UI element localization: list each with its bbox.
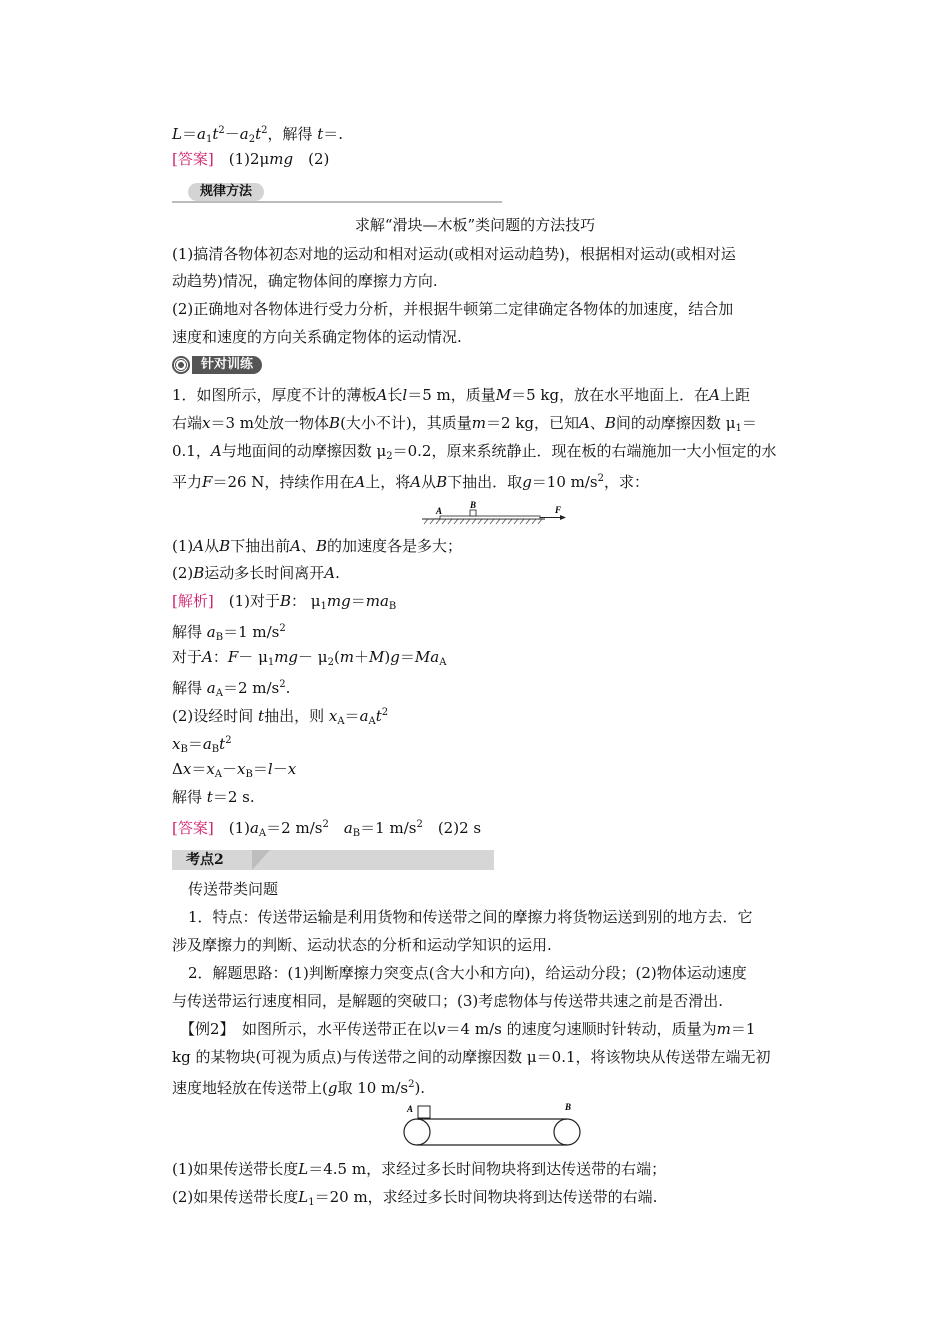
q1-line4 bbox=[172, 470, 649, 491]
subscript: 1 bbox=[205, 134, 213, 145]
text: Ma bbox=[414, 648, 440, 666]
text: x bbox=[206, 760, 215, 778]
text: ＝ bbox=[399, 648, 415, 666]
subscript: B bbox=[180, 744, 188, 755]
subscript: B bbox=[388, 601, 397, 612]
text: 间的动摩擦因数 μ bbox=[615, 414, 736, 432]
text: 从 bbox=[421, 473, 437, 491]
solution-line2 bbox=[172, 620, 286, 647]
text: L bbox=[298, 1160, 309, 1178]
text: a bbox=[206, 679, 216, 697]
text: m bbox=[471, 414, 487, 432]
superscript: 2 bbox=[218, 125, 225, 136]
text: . bbox=[335, 564, 340, 582]
answer-tag: [答案] bbox=[172, 150, 214, 168]
solution-line7 bbox=[172, 760, 296, 784]
text: x bbox=[182, 760, 192, 778]
subscript: A bbox=[368, 716, 376, 727]
text: ＝20 m，求经过多长时间物块将到达传送带的右端. bbox=[314, 1188, 658, 1206]
text: ＝2 s. bbox=[212, 788, 255, 806]
var-t: t bbox=[212, 125, 219, 143]
var-a: a bbox=[196, 125, 206, 143]
subscript: A bbox=[215, 688, 223, 699]
superscript: 2 bbox=[322, 819, 329, 830]
text: B bbox=[604, 414, 616, 432]
text: ： μ bbox=[291, 592, 321, 610]
text: A bbox=[202, 648, 213, 666]
topic2-title: 传送带类问题 bbox=[188, 880, 279, 898]
text: 、 bbox=[589, 414, 605, 432]
text: 上距 bbox=[719, 386, 750, 404]
text: － μ bbox=[238, 648, 268, 666]
text: g bbox=[390, 648, 400, 666]
text: ＝ bbox=[344, 707, 360, 725]
solution-line6 bbox=[172, 732, 232, 759]
text: (1) bbox=[172, 537, 194, 555]
superscript: 2 bbox=[279, 679, 286, 690]
text: M bbox=[369, 648, 385, 666]
t2-p2-line1: 2．解题思路：(1)判断摩擦力突变点(含大小和方向)，给运动分段；(2)物体运动速度 bbox=[188, 964, 747, 982]
text: l bbox=[267, 760, 273, 778]
text: B bbox=[329, 414, 341, 432]
solution-line5 bbox=[172, 704, 388, 731]
label-a: A bbox=[436, 506, 443, 516]
text: m bbox=[339, 648, 355, 666]
equation-line bbox=[172, 122, 343, 149]
subscript: B bbox=[352, 828, 361, 839]
text: A bbox=[354, 473, 366, 491]
text: B bbox=[279, 592, 291, 610]
method-p2-line2: 速度和速度的方向关系确定物体的运动情况. bbox=[172, 328, 462, 346]
text: m bbox=[716, 1020, 731, 1038]
text: a bbox=[343, 819, 353, 837]
text: . bbox=[285, 679, 291, 697]
label-a: A bbox=[407, 1104, 414, 1114]
text: － bbox=[224, 125, 240, 143]
text: mg bbox=[326, 592, 351, 610]
practice-banner bbox=[172, 356, 272, 378]
text: x bbox=[287, 760, 297, 778]
var-a: a bbox=[239, 125, 249, 143]
text: 右端 bbox=[172, 414, 203, 432]
text: g bbox=[327, 1079, 338, 1097]
arrowhead-icon bbox=[560, 515, 566, 520]
target-icon bbox=[172, 356, 190, 374]
text: ＝10 m/s bbox=[531, 473, 598, 491]
text: 速度地轻放在传送带上( bbox=[172, 1079, 328, 1097]
text: t bbox=[206, 788, 213, 806]
text: 【例2】 如图所示，水平传送带正在以 bbox=[180, 1020, 438, 1038]
text: x bbox=[202, 414, 211, 432]
text: (1)2 bbox=[213, 150, 260, 168]
text: μ bbox=[259, 150, 270, 168]
subscript: A bbox=[214, 769, 223, 780]
text: ＝0.2，原来系统静止．现在板的右端施加一大小恒定的水 bbox=[392, 442, 777, 460]
text: ＝ bbox=[741, 414, 757, 432]
text: ＝ bbox=[191, 760, 207, 778]
subscript: 2 bbox=[386, 451, 393, 462]
text: 取 10 m/s bbox=[337, 1079, 409, 1097]
q1-line2 bbox=[172, 414, 757, 438]
text: A bbox=[210, 442, 222, 460]
text: a bbox=[249, 819, 259, 837]
text: 平力 bbox=[172, 473, 203, 491]
text: ＝ bbox=[350, 592, 366, 610]
text: ＝. bbox=[323, 125, 344, 143]
label-b: B bbox=[470, 500, 477, 510]
text: ＝2 m/s bbox=[222, 679, 280, 697]
subscript: A bbox=[439, 657, 447, 668]
text bbox=[329, 819, 344, 837]
subscript: B bbox=[245, 769, 253, 780]
text: M bbox=[495, 386, 512, 404]
q1-sub2 bbox=[172, 564, 340, 582]
var-t: t bbox=[317, 125, 324, 143]
text: A bbox=[376, 386, 388, 404]
text: ＝ bbox=[252, 760, 268, 778]
text: A bbox=[410, 473, 422, 491]
board-a bbox=[440, 516, 540, 519]
superscript: 2 bbox=[261, 125, 268, 136]
solution-line8 bbox=[172, 788, 255, 806]
text: Δ bbox=[172, 760, 183, 778]
subscript: 2 bbox=[327, 657, 334, 668]
text: t bbox=[258, 707, 265, 725]
text: － bbox=[222, 760, 238, 778]
text: (1)如果传送带长度 bbox=[172, 1160, 299, 1178]
t2-p1-line2: 涉及摩擦力的判断、运动状态的分析和运动学知识的运用. bbox=[172, 936, 552, 954]
subscript: 1 bbox=[308, 1197, 315, 1208]
text: g bbox=[522, 473, 532, 491]
text: ＝2 kg，已知 bbox=[486, 414, 580, 432]
text: 、 bbox=[301, 537, 317, 555]
subscript: A bbox=[258, 828, 267, 839]
method-title: 求解“滑块—木板”类问题的方法技巧 bbox=[354, 216, 596, 234]
text: (1) bbox=[213, 819, 250, 837]
text: F bbox=[227, 648, 239, 666]
superscript: 2 bbox=[225, 735, 232, 746]
subscript: B bbox=[215, 632, 224, 643]
label-f: F bbox=[555, 505, 562, 515]
text: mg bbox=[274, 648, 299, 666]
text: 0.1， bbox=[172, 442, 211, 460]
var-L: L bbox=[172, 125, 182, 143]
method-p1-line1: (1)搞清各物体初态对地的运动和相对运动(或相对运动趋势)，根据相对运动(或相对运 bbox=[172, 245, 736, 263]
ex2-sub2 bbox=[172, 1188, 657, 1212]
topic-banner bbox=[172, 850, 494, 870]
text: x bbox=[172, 735, 181, 753]
text: t bbox=[375, 707, 382, 725]
solution-line4 bbox=[172, 676, 290, 703]
method-p2-line1: (2)正确地对各物体进行受力分析，并根据牛顿第二定律确定各物体的加速度，结合加 bbox=[172, 300, 734, 318]
text: a bbox=[359, 707, 369, 725]
text: 对于 bbox=[172, 648, 203, 666]
text: (2) bbox=[172, 564, 194, 582]
text: ，求： bbox=[604, 473, 650, 491]
text: B bbox=[316, 537, 328, 555]
var-t: t bbox=[255, 125, 262, 143]
text: ＝4 m/s 的速度匀速顺时针转动，质量为 bbox=[445, 1020, 717, 1038]
text: ： bbox=[212, 648, 228, 666]
solution-line1 bbox=[172, 592, 396, 616]
right-pulley bbox=[554, 1119, 580, 1145]
text: (大小不计)，其质量 bbox=[340, 414, 472, 432]
text: 抽出，则 bbox=[264, 707, 329, 725]
text: 的加速度各是多大； bbox=[327, 537, 463, 555]
text: x bbox=[328, 707, 338, 725]
banner-rule bbox=[172, 201, 502, 203]
text: ) bbox=[384, 648, 391, 666]
superscript: 2 bbox=[597, 473, 605, 484]
text: ，解得 bbox=[267, 125, 318, 143]
text: (2)如果传送带长度 bbox=[172, 1188, 299, 1206]
practice-banner-label: 针对训练 bbox=[192, 356, 262, 374]
ex2-line2: kg 的某物块(可视为质点)与传送带之间的动摩擦因数 μ＝0.1，将该物块从传送带左端无初 bbox=[172, 1048, 771, 1066]
superscript: 2 bbox=[408, 1079, 415, 1090]
text: ＝1 m/s bbox=[360, 819, 417, 837]
answer-line-2 bbox=[172, 816, 481, 843]
answer-line-1 bbox=[172, 150, 329, 168]
text: ma bbox=[365, 592, 389, 610]
method-p1-line2: 动趋势)情况，确定物体间的摩擦力方向. bbox=[172, 272, 438, 290]
text: ＝1 m/s bbox=[223, 623, 280, 641]
topic-banner-label: 考点2 bbox=[186, 852, 224, 868]
text: 上，将 bbox=[365, 473, 411, 491]
text: (2)设经时间 bbox=[172, 707, 259, 725]
text: ( bbox=[333, 648, 340, 666]
text: ＝3 m处放一物体 bbox=[210, 414, 330, 432]
t2-p1-line1: 1．特点：传送带运输是利用货物和传送带之间的摩擦力将货物运送到别的地方去．它 bbox=[188, 908, 753, 926]
conveyor-figure bbox=[398, 1100, 588, 1150]
subscript: 2 bbox=[248, 134, 256, 145]
text: ＋ bbox=[354, 648, 370, 666]
text: ＝26 N，持续作用在 bbox=[212, 473, 355, 491]
text: 解得 bbox=[172, 679, 207, 697]
text: ＝ bbox=[181, 125, 197, 143]
text: A bbox=[579, 414, 590, 432]
solution-line3 bbox=[172, 648, 446, 672]
text: A bbox=[324, 564, 336, 582]
ex2-line3 bbox=[172, 1076, 425, 1097]
text: B bbox=[219, 537, 231, 555]
text: 运动多长时间离开 bbox=[204, 564, 325, 582]
text: ＝4.5 m，求经过多长时间物块将到达传送带的右端； bbox=[308, 1160, 667, 1178]
text: B bbox=[436, 473, 448, 491]
t2-p2-line2: 与传送带运行速度相同，是解题的突破口；(3)考虑物体与传送带共速之前是否滑出. bbox=[172, 992, 724, 1010]
solution-tag: [解析] bbox=[172, 592, 214, 610]
text: 下抽出前 bbox=[230, 537, 291, 555]
method-banner bbox=[172, 181, 502, 207]
text: － bbox=[272, 760, 288, 778]
superscript: 2 bbox=[381, 707, 389, 718]
block bbox=[418, 1106, 430, 1118]
subscript: 1 bbox=[267, 657, 275, 668]
banner-notch bbox=[252, 850, 270, 870]
ex2-sub1 bbox=[172, 1160, 666, 1178]
ex2-line1 bbox=[180, 1020, 755, 1038]
text: 下抽出．取 bbox=[447, 473, 523, 491]
text: B bbox=[193, 564, 205, 582]
text: 与地面间的动摩擦因数 μ bbox=[221, 442, 387, 460]
text: v bbox=[437, 1020, 446, 1038]
subscript: 1 bbox=[320, 601, 327, 612]
method-banner-label: 规律方法 bbox=[188, 183, 264, 201]
text: ＝ bbox=[187, 735, 203, 753]
text: mg bbox=[269, 150, 294, 168]
text: x bbox=[237, 760, 246, 778]
superscript: 2 bbox=[279, 623, 286, 634]
text: 从 bbox=[204, 537, 220, 555]
q1-sub1 bbox=[172, 537, 462, 555]
q1-line1 bbox=[172, 386, 750, 404]
label-b: B bbox=[565, 1102, 572, 1112]
text: (2)2 s bbox=[422, 819, 482, 837]
text: A bbox=[290, 537, 301, 555]
text: L bbox=[298, 1188, 309, 1206]
text: a bbox=[206, 623, 216, 641]
text: ). bbox=[414, 1079, 426, 1097]
text: a bbox=[202, 735, 212, 753]
text: 长 bbox=[387, 386, 403, 404]
text: ＝1 bbox=[730, 1020, 756, 1038]
text: (1)对于 bbox=[213, 592, 280, 610]
text: 1．如图所示，厚度不计的薄板 bbox=[172, 386, 377, 404]
text: l bbox=[402, 386, 408, 404]
text: A bbox=[709, 386, 720, 404]
board-figure bbox=[420, 500, 580, 526]
ground-hatch bbox=[424, 519, 542, 524]
left-pulley bbox=[404, 1119, 430, 1145]
text: ＝5 m，质量 bbox=[407, 386, 496, 404]
text: F bbox=[202, 473, 213, 491]
superscript: 2 bbox=[416, 819, 423, 830]
text: t bbox=[219, 735, 226, 753]
subscript: 1 bbox=[735, 423, 742, 434]
text: A bbox=[193, 537, 205, 555]
text: － μ bbox=[298, 648, 328, 666]
answer-tag: [答案] bbox=[172, 819, 214, 837]
q1-line3 bbox=[172, 442, 776, 466]
block-b bbox=[470, 510, 476, 516]
text: ＝2 m/s bbox=[266, 819, 323, 837]
text: (2) bbox=[293, 150, 330, 168]
subscript: A bbox=[337, 716, 345, 727]
text: ＝5 kg，放在水平地面上．在 bbox=[511, 386, 710, 404]
text: 解得 bbox=[172, 788, 207, 806]
subscript: B bbox=[211, 744, 220, 755]
text: 解得 bbox=[172, 623, 207, 641]
